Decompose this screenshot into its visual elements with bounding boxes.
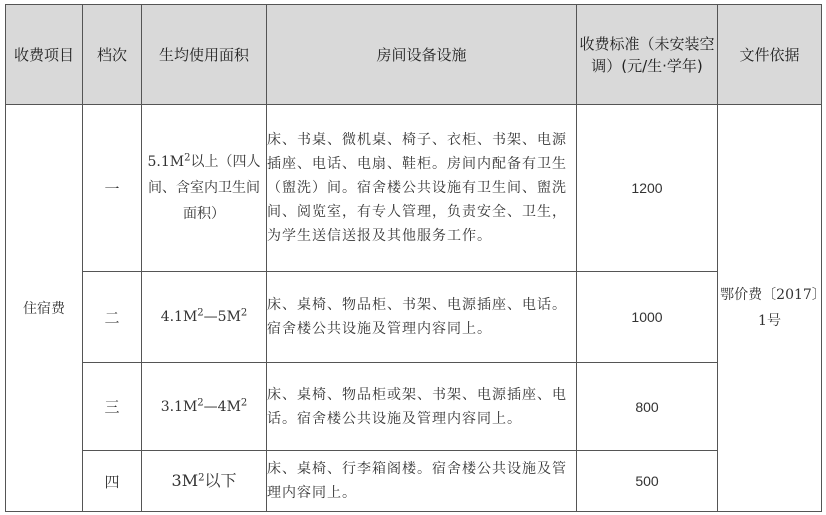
header-fee-standard: 收费标准（未安装空调）(元/生·学年) xyxy=(577,5,718,105)
area-cell: $4.1M^2—5M^2$ xyxy=(142,272,267,363)
fee-value: 500 xyxy=(577,451,718,512)
equipment-cell: 床、书桌、微机桌、椅子、衣柜、书架、电源插座、电话、电扇、鞋柜。房间内配备有卫生（盥洗）间。宿舍楼公共设施有卫生间、盥洗间、阅览室，有专人管理，负责安全、卫生，为学生送信送报及其他服务工作。 xyxy=(267,105,577,272)
fee-item-cell: 住宿费 xyxy=(6,105,83,512)
grade-cell: 一 xyxy=(83,105,142,272)
header-equipment: 房间设备设施 xyxy=(267,5,577,105)
area-note: （四人间、含室内卫生间面积） xyxy=(148,154,261,222)
table-row xyxy=(6,451,822,512)
area-cell: $3M^2$以下 xyxy=(142,451,267,512)
grade-cell: 三 xyxy=(83,363,142,451)
area-cell: $3.1M^2—4M^2$ xyxy=(142,363,267,451)
header-fee-item: 收费项目 xyxy=(6,5,83,105)
grade-cell: 四 xyxy=(83,451,142,512)
area-value: $5.1M^2$以上 xyxy=(147,152,219,170)
table-row xyxy=(6,105,822,272)
equipment-cell: 床、桌椅、物品柜、书架、电源插座、电话。宿舍楼公共设施及管理内容同上。 xyxy=(267,272,577,363)
header-basis: 文件依据 xyxy=(718,5,822,105)
fee-standard-table xyxy=(5,4,822,512)
header-area: 生均使用面积 xyxy=(142,5,267,105)
basis-cell: 鄂价费〔2017〕1号 xyxy=(718,105,822,512)
table-header-row xyxy=(6,5,822,105)
grade-cell: 二 xyxy=(83,272,142,363)
fee-value: 1000 xyxy=(577,272,718,363)
table-row xyxy=(6,272,822,363)
fee-value: 800 xyxy=(577,363,718,451)
equipment-cell: 床、桌椅、行李箱阁楼。宿舍楼公共设施及管理内容同上。 xyxy=(267,451,577,512)
equipment-cell: 床、桌椅、物品柜或架、书架、电源插座、电话。宿舍楼公共设施及管理内容同上。 xyxy=(267,363,577,451)
table-row xyxy=(6,363,822,451)
area-cell xyxy=(142,105,267,272)
header-grade: 档次 xyxy=(83,5,142,105)
fee-value: 1200 xyxy=(577,105,718,272)
